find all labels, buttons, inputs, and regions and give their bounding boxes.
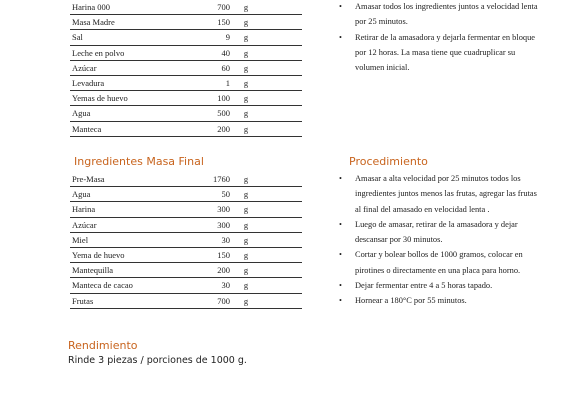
table-row <box>70 106 302 121</box>
ingredient-name: Yemas de huevo <box>70 91 182 106</box>
bullet-icon: • <box>339 2 342 11</box>
ingredient-unit: g <box>230 232 262 247</box>
table-row <box>70 60 302 75</box>
ingredient-quantity: 30 <box>182 232 230 247</box>
yield-heading: Rendimiento <box>68 339 138 352</box>
table-row <box>70 232 302 247</box>
table-spacer-cell <box>262 202 302 217</box>
ingredient-quantity: 500 <box>182 106 230 121</box>
ingredient-name: Harina 000 <box>70 0 182 15</box>
table-spacer-cell <box>262 278 302 293</box>
table-row <box>70 91 302 106</box>
ingredient-name: Azúcar <box>70 217 182 232</box>
procedure-step <box>339 247 539 278</box>
table-row <box>70 187 302 202</box>
ingredient-quantity: 1 <box>182 75 230 90</box>
ingredient-quantity: 60 <box>182 60 230 75</box>
table-spacer-cell <box>262 30 302 45</box>
ingredient-name: Masa Madre <box>70 15 182 30</box>
procedure-heading: Procedimiento <box>349 155 428 168</box>
table-spacer-cell <box>262 106 302 121</box>
ingredient-unit: g <box>230 263 262 278</box>
table-spacer-cell <box>262 15 302 30</box>
ingredient-unit: g <box>230 172 262 187</box>
ingredient-quantity: 100 <box>182 91 230 106</box>
ingredient-quantity: 150 <box>182 15 230 30</box>
table-row <box>70 202 302 217</box>
table-row <box>70 247 302 262</box>
bullet-icon: • <box>339 32 342 42</box>
ingredient-quantity: 150 <box>182 247 230 262</box>
table-row <box>70 0 302 15</box>
procedure-step-text: Retirar de la amasadora y dejarla fermentar en bloque por 12 horas. La masa tiene que cuadruplicar su volumen inicial. <box>355 32 535 73</box>
ingredient-unit: g <box>230 0 262 15</box>
table-spacer-cell <box>262 91 302 106</box>
procedure-step-text: Luego de amasar, retirar de la amasadora y dejar descansar por 30 minutos. <box>355 219 518 245</box>
table-spacer-cell <box>262 247 302 262</box>
ingredient-quantity: 200 <box>182 263 230 278</box>
bullet-icon: • <box>339 296 342 306</box>
bullet-icon: • <box>339 219 342 229</box>
ingredient-unit: g <box>230 187 262 202</box>
ingredient-quantity: 300 <box>182 202 230 217</box>
procedure-step-text: Cortar y bolear bollos de 1000 gramos, colocar en pirotines o directamente en una placa para horno. <box>355 250 523 275</box>
ingredient-name: Manteca de cacao <box>70 278 182 293</box>
masa-madre-ingredients-table <box>70 0 302 137</box>
ingredient-unit: g <box>230 278 262 293</box>
procedure-step <box>339 278 539 293</box>
table-row <box>70 30 302 45</box>
table-spacer-cell <box>262 232 302 247</box>
table-spacer-cell <box>262 60 302 75</box>
ingredient-quantity: 700 <box>182 293 230 308</box>
table-row <box>70 121 302 136</box>
table-row <box>70 15 302 30</box>
bullet-icon: • <box>339 281 342 291</box>
bullet-icon: • <box>339 174 342 183</box>
table-row <box>70 172 302 187</box>
ingredient-name: Yema de huevo <box>70 247 182 262</box>
table-row <box>70 278 302 293</box>
ingredient-unit: g <box>230 45 262 60</box>
ingredient-name: Leche en polvo <box>70 45 182 60</box>
ingredient-quantity: 300 <box>182 217 230 232</box>
table-spacer-cell <box>262 0 302 15</box>
ingredient-name: Mantequilla <box>70 263 182 278</box>
procedure-step-text: Amasar todos los ingredientes juntos a velocidad lenta por 25 minutos. <box>355 2 538 27</box>
ingredient-unit: g <box>230 247 262 262</box>
bullet-icon: • <box>339 250 342 260</box>
ingredient-name: Agua <box>70 106 182 121</box>
ingredient-name: Harina <box>70 202 182 217</box>
ingredient-unit: g <box>230 217 262 232</box>
ingredient-unit: g <box>230 293 262 308</box>
ingredient-name: Pre-Masa <box>70 172 182 187</box>
ingredient-unit: g <box>230 30 262 45</box>
ingredient-name: Miel <box>70 232 182 247</box>
procedure-step <box>339 217 539 248</box>
table-row <box>70 45 302 60</box>
procedure-step <box>339 0 539 30</box>
table-spacer-cell <box>262 293 302 308</box>
ingredient-quantity: 200 <box>182 121 230 136</box>
procedure-list <box>339 171 539 309</box>
ingredient-quantity: 50 <box>182 187 230 202</box>
ingredient-name: Levadura <box>70 75 182 90</box>
table-row <box>70 293 302 308</box>
table-spacer-cell <box>262 75 302 90</box>
final-ingredients-table <box>70 172 302 309</box>
procedure-step-text: Amasar a alta velocidad por 25 minutos todos los ingredientes juntos menos las frutas, agregar las frutas al final del amasado en velocidad lenta . <box>355 174 537 214</box>
procedure-step-text: Hornear a 180°C por 55 minutos. <box>355 296 467 306</box>
table-spacer-cell <box>262 187 302 202</box>
masa-madre-procedure-list <box>339 0 539 75</box>
ingredient-unit: g <box>230 121 262 136</box>
ingredient-unit: g <box>230 60 262 75</box>
ingredient-quantity: 1760 <box>182 172 230 187</box>
ingredient-name: Manteca <box>70 121 182 136</box>
table-spacer-cell <box>262 45 302 60</box>
ingredient-quantity: 40 <box>182 45 230 60</box>
ingredient-unit: g <box>230 91 262 106</box>
ingredient-name: Frutas <box>70 293 182 308</box>
ingredient-quantity: 700 <box>182 0 230 15</box>
table-row <box>70 75 302 90</box>
final-ingredients-heading: Ingredientes Masa Final <box>74 155 204 168</box>
table-spacer-cell <box>262 263 302 278</box>
table-spacer-cell <box>262 121 302 136</box>
table-row <box>70 263 302 278</box>
ingredient-name: Agua <box>70 187 182 202</box>
yield-text: Rinde 3 piezas / porciones de 1000 g. <box>68 355 247 366</box>
procedure-step-text: Dejar fermentar entre 4 a 5 horas tapado. <box>355 281 493 291</box>
ingredient-unit: g <box>230 75 262 90</box>
table-row <box>70 217 302 232</box>
procedure-step <box>339 293 539 308</box>
ingredient-unit: g <box>230 15 262 30</box>
ingredient-quantity: 30 <box>182 278 230 293</box>
table-spacer-cell <box>262 172 302 187</box>
ingredient-quantity: 9 <box>182 30 230 45</box>
ingredient-unit: g <box>230 202 262 217</box>
ingredient-name: Sal <box>70 30 182 45</box>
procedure-step <box>339 30 539 76</box>
procedure-step <box>339 171 539 217</box>
ingredient-unit: g <box>230 106 262 121</box>
table-spacer-cell <box>262 217 302 232</box>
ingredient-name: Azúcar <box>70 60 182 75</box>
